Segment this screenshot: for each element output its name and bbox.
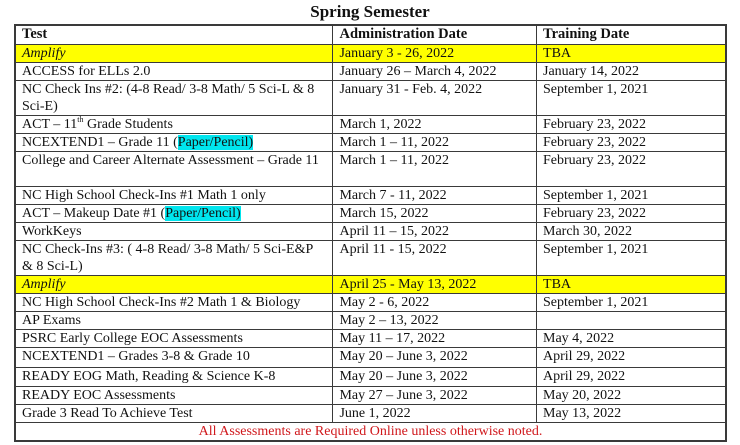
assessment-schedule-table	[14, 24, 727, 442]
test-cell: NC High School Check-Ins #1 Math 1 only	[15, 187, 333, 205]
training-date-cell	[537, 312, 726, 330]
header-administration-date: Administration Date	[333, 25, 537, 45]
table-row	[15, 330, 726, 348]
admin-date-cell: June 1, 2022	[333, 405, 537, 423]
test-cell: READY EOC Assessments	[15, 387, 333, 405]
table-row	[15, 241, 726, 276]
table-row	[15, 405, 726, 423]
table-row	[15, 205, 726, 223]
training-date-cell: March 30, 2022	[537, 223, 726, 241]
online-requirement-note: All Assessments are Required Online unless otherwise noted.	[15, 423, 726, 442]
table-row	[15, 152, 726, 187]
test-cell: NCEXTEND1 – Grades 3-8 & Grade 10	[15, 348, 333, 368]
training-date-cell: February 23, 2022	[537, 134, 726, 152]
table-row	[15, 81, 726, 116]
table-row	[15, 312, 726, 330]
admin-date-cell: May 11 – 17, 2022	[333, 330, 537, 348]
admin-date-cell: January 31 - Feb. 4, 2022	[333, 81, 537, 116]
paper-pencil-highlight: Paper/Pencil)	[165, 206, 241, 221]
admin-date-cell: May 20 – June 3, 2022	[333, 348, 537, 368]
admin-date-cell: May 2 - 6, 2022	[333, 294, 537, 312]
admin-date-cell: May 2 – 13, 2022	[333, 312, 537, 330]
test-cell: Amplify	[15, 45, 333, 63]
table-row	[15, 116, 726, 134]
table-row	[15, 387, 726, 405]
test-cell	[15, 116, 333, 134]
training-date-cell: TBA	[537, 276, 726, 294]
training-date-cell: September 1, 2021	[537, 81, 726, 116]
training-date-cell: September 1, 2021	[537, 241, 726, 276]
ordinal-suffix: th	[77, 115, 84, 124]
table-row	[15, 348, 726, 368]
header-test: Test	[15, 25, 333, 45]
test-cell: Grade 3 Read To Achieve Test	[15, 405, 333, 423]
table-row	[15, 223, 726, 241]
table-row	[15, 63, 726, 81]
test-cell: ACCESS for ELLs 2.0	[15, 63, 333, 81]
admin-date-cell: March 1, 2022	[333, 116, 537, 134]
test-cell: NC High School Check-Ins #2 Math 1 & Biology	[15, 294, 333, 312]
table-row	[15, 294, 726, 312]
test-text: ACT – 11	[22, 117, 78, 132]
table-row	[15, 45, 726, 63]
admin-date-cell: May 27 – June 3, 2022	[333, 387, 537, 405]
table-row	[15, 187, 726, 205]
training-date-cell: May 20, 2022	[537, 387, 726, 405]
training-date-cell: May 13, 2022	[537, 405, 726, 423]
paper-pencil-highlight: Paper/Pencil)	[177, 135, 254, 150]
test-cell: Amplify	[15, 276, 333, 294]
test-cell: READY EOG Math, Reading & Science K-8	[15, 368, 333, 387]
training-date-cell: January 14, 2022	[537, 63, 726, 81]
test-cell	[15, 205, 333, 223]
table-row	[15, 368, 726, 387]
test-cell: WorkKeys	[15, 223, 333, 241]
test-text: NCEXTEND1 – Grade 11 (	[22, 135, 178, 150]
table-row	[15, 276, 726, 294]
admin-date-cell: April 11 – 15, 2022	[333, 223, 537, 241]
admin-date-cell: March 1 – 11, 2022	[333, 152, 537, 187]
header-training-date: Training Date	[537, 25, 726, 45]
admin-date-cell: March 1 – 11, 2022	[333, 134, 537, 152]
test-cell: College and Career Alternate Assessment – Grade 11	[15, 152, 333, 187]
training-date-cell: April 29, 2022	[537, 348, 726, 368]
test-cell: NC Check Ins #2: (4-8 Read/ 3-8 Math/ 5 Sci-L & 8 Sci-E)	[15, 81, 333, 116]
training-date-cell: February 23, 2022	[537, 205, 726, 223]
admin-date-cell: January 26 – March 4, 2022	[333, 63, 537, 81]
training-date-cell: May 4, 2022	[537, 330, 726, 348]
footer-row	[15, 423, 726, 442]
table-row	[15, 134, 726, 152]
admin-date-cell: March 15, 2022	[333, 205, 537, 223]
admin-date-cell: May 20 – June 3, 2022	[333, 368, 537, 387]
admin-date-cell: April 25 - May 13, 2022	[333, 276, 537, 294]
training-date-cell: September 1, 2021	[537, 187, 726, 205]
training-date-cell: February 23, 2022	[537, 152, 726, 187]
admin-date-cell: January 3 - 26, 2022	[333, 45, 537, 63]
training-date-cell: TBA	[537, 45, 726, 63]
test-cell	[15, 134, 333, 152]
test-cell: AP Exams	[15, 312, 333, 330]
header-row	[15, 25, 726, 45]
test-text: ACT – Makeup Date #1 (	[22, 206, 166, 221]
test-cell: NC Check-Ins #3: ( 4-8 Read/ 3-8 Math/ 5 Sci-E&P & 8 Sci-L)	[15, 241, 333, 276]
admin-date-cell: April 11 - 15, 2022	[333, 241, 537, 276]
admin-date-cell: March 7 - 11, 2022	[333, 187, 537, 205]
training-date-cell: February 23, 2022	[537, 116, 726, 134]
test-text: Grade Students	[83, 117, 173, 132]
training-date-cell: April 29, 2022	[537, 368, 726, 387]
training-date-cell: September 1, 2021	[537, 294, 726, 312]
test-cell: PSRC Early College EOC Assessments	[15, 330, 333, 348]
page-title: Spring Semester	[310, 2, 430, 21]
